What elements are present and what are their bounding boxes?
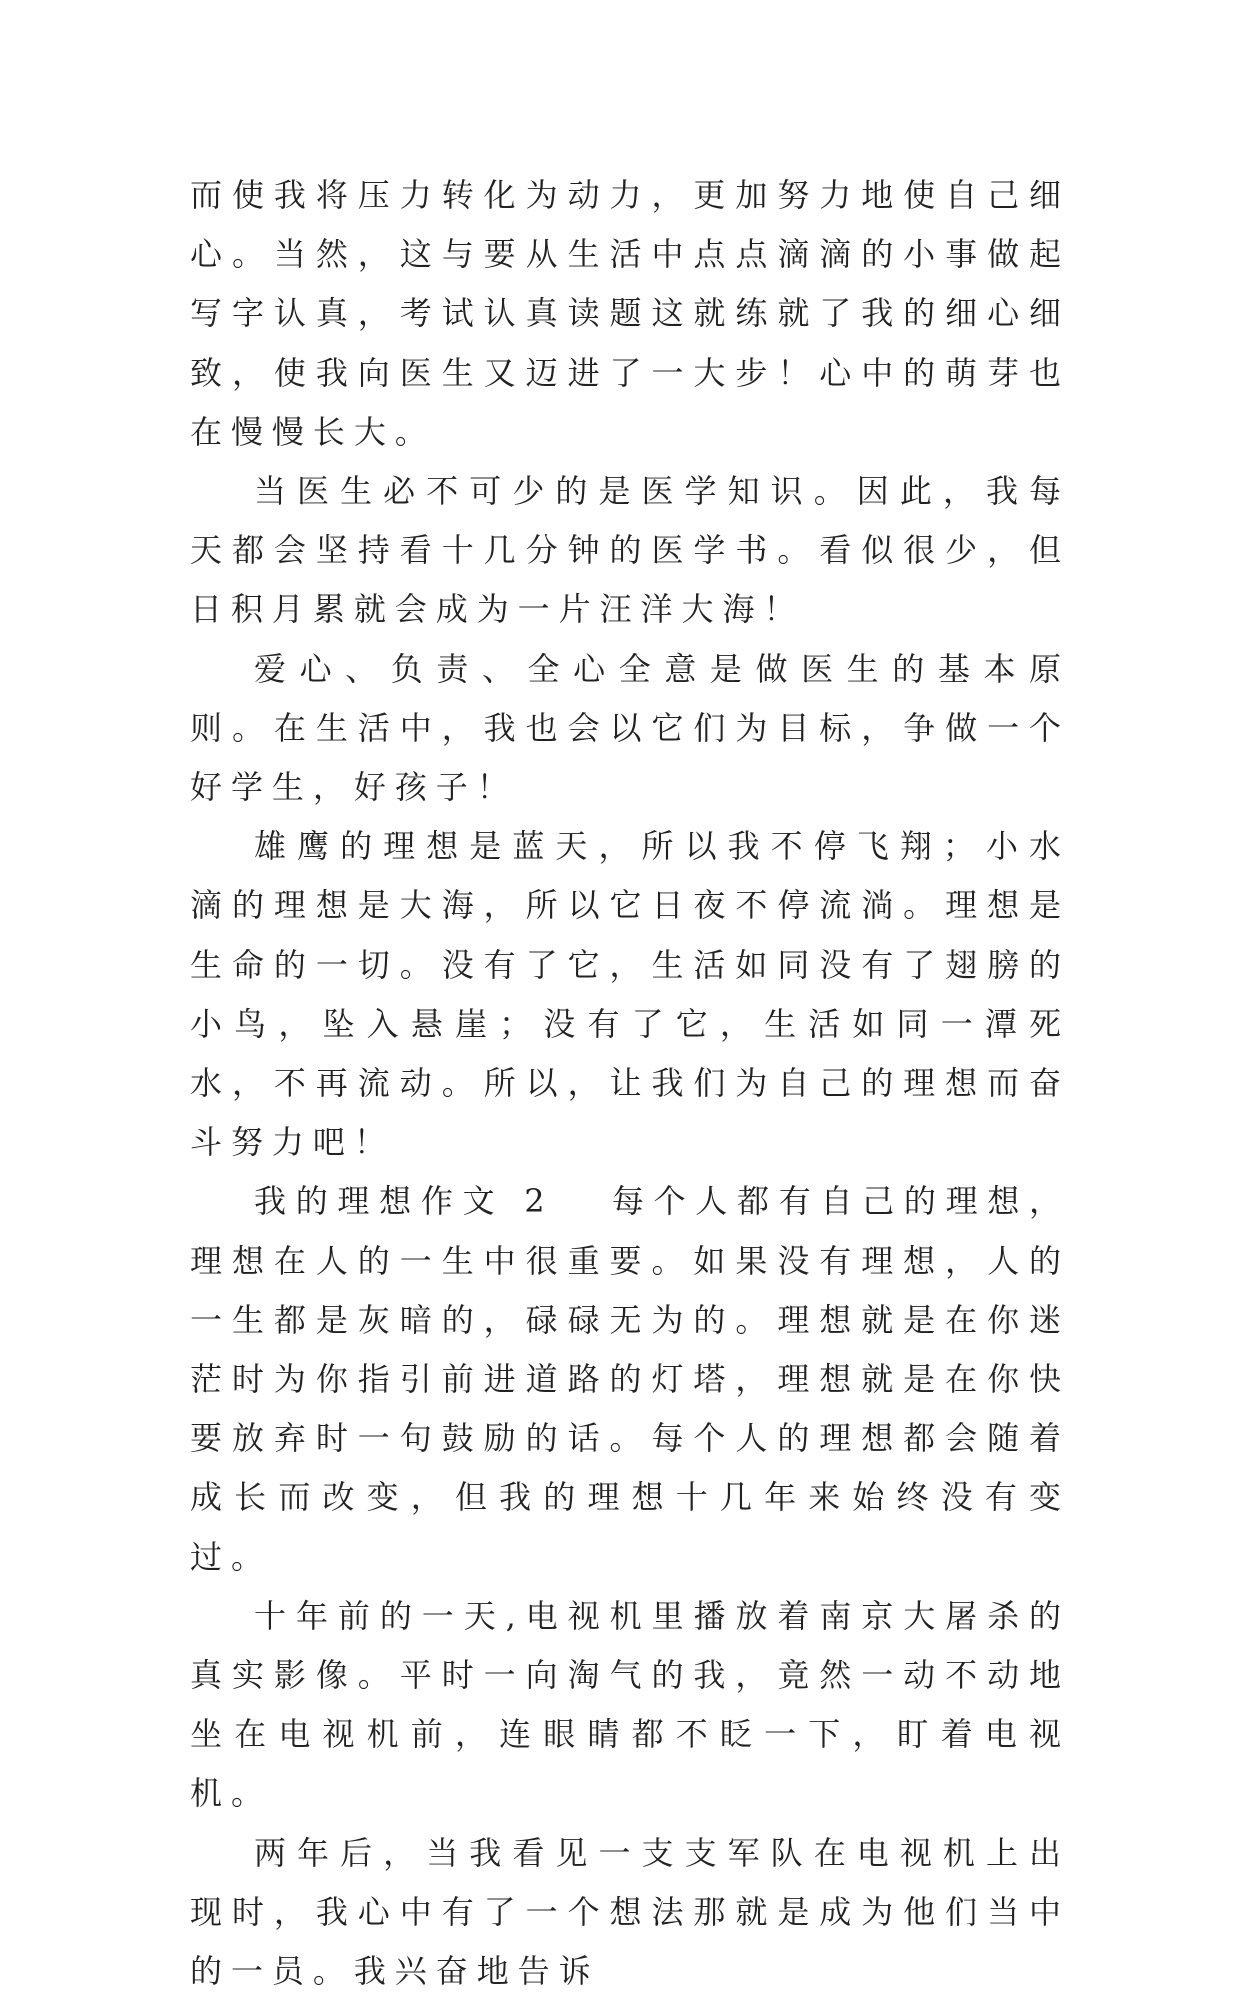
essay-heading: 我的理想作文 2	[254, 1182, 554, 1221]
paragraph: 爱心、负责、全心全意是做医生的基本原则。在生活中，我也会以它们为目标，争做一个好学生，好孩子！	[190, 649, 1070, 807]
paragraph: 两年后，当我看见一支支军队在电视机上出现时，我心中有了一个想法那就是成为他们当中的一员。我兴奋地告诉	[190, 1833, 1070, 1991]
paragraph: 雄鹰的理想是蓝天，所以我不停飞翔；小水滴的理想是大海，所以它日夜不停流淌。理想是生命的一切。没有了它，生活如同没有了翅膀的小鸟，坠入悬崖；没有了它，生活如同一潭死水，不再流动。所以，让我们为自己的理想而奋斗努力吧！	[190, 827, 1070, 1162]
paragraph: 当医生必不可少的是医学知识。因此，我每天都会坚持看十几分钟的医学书。看似很少，但日积月累就会成为一片汪洋大海！	[190, 472, 1070, 629]
paragraph: 十年前的一天,电视机里播放着南京大屠杀的真实影像。平时一向淘气的我，竟然一动不动地坐在电视机前，连眼睛都不眨一下，盯着电视机。	[190, 1596, 1070, 1813]
document-body	[190, 166, 1070, 2001]
essay-opening: 每个人都有自己的理想，理想在人的一生中很重要。如果没有理想，人的一生都是灰暗的，碌碌无为的。理想就是在你迷茫时为你指引前进道路的灯塔，理想就是在你快要放弃时一句鼓励的话。每个人的理想都会随着成长而改变，但我的理想十几年来始终没有变过。	[190, 1182, 1070, 1576]
essay-section-paragraph	[190, 1172, 1070, 1586]
paragraph: 而使我将压力转化为动力，更加努力地使自己细心。当然，这与要从生活中点点滴滴的小事做起写字认真，考试认真读题这就练就了我的细心细致，使我向医生又迈进了一大步！心中的萌芽也在慢慢长大。	[190, 176, 1070, 451]
